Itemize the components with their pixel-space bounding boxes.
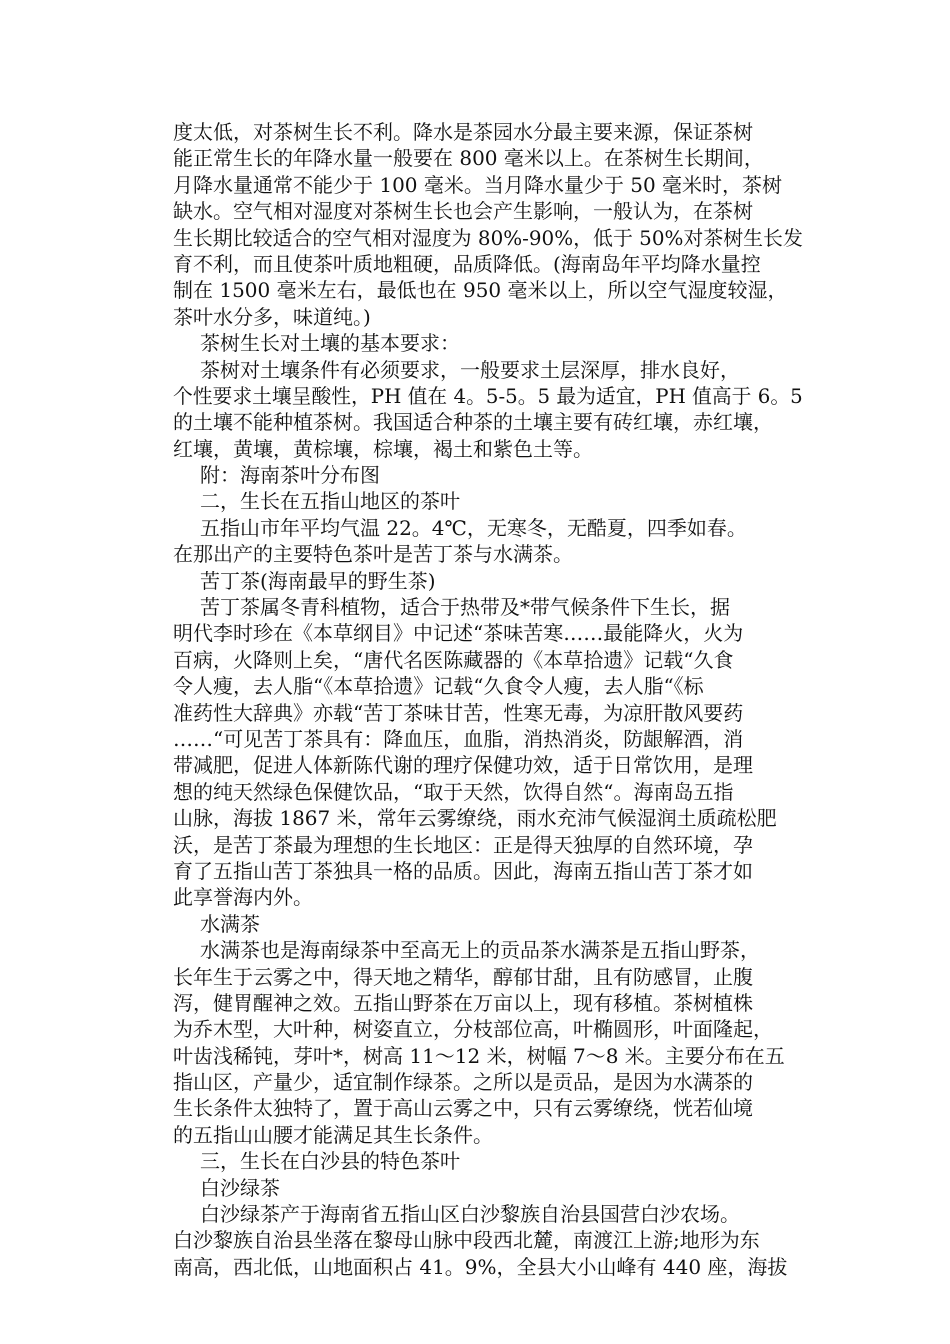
text-line: 红壤，黄壤，黄棕壤，棕壤，褐土和紫色土等。 — [173, 436, 593, 461]
text-line: 生长期比较适合的空气相对湿度为 80%-90%，低于 50%对茶树生长发 — [173, 225, 803, 250]
text-line: 山脉，海拔 1867 米，常年云雾缭绕，雨水充沛气候湿润土质疏松肥 — [173, 806, 777, 831]
text-line: 茶叶水分多，味道纯。) — [173, 304, 371, 329]
text-line: 白沙绿茶 — [200, 1175, 280, 1200]
text-line: 能正常生长的年降水量一般要在 800 毫米以上。在茶树生长期间， — [173, 146, 764, 171]
text-line: 白沙黎族自治县坐落在黎母山脉中段西北麓，南渡江上游;地形为东 — [173, 1228, 760, 1253]
text-line: 此享誉海内外。 — [173, 885, 313, 910]
text-line: 百病，火降则上矣，“唐代名医陈藏器的《本草拾遗》记载“久食 — [173, 647, 734, 672]
text-line: 附：海南茶叶分布图 — [200, 463, 380, 488]
text-line: 明代李时珍在《本草纲目》中记述“茶味苦寒……最能降火，火为 — [173, 621, 744, 646]
text-line: 准药性大辞典》亦载“苦丁茶味甘苦，性寒无毒，为凉肝散风要药 — [173, 700, 744, 725]
text-line: 水满茶 — [200, 911, 260, 936]
text-line: 月降水量通常不能少于 100 毫米。当月降水量少于 50 毫米时，茶树 — [173, 172, 783, 197]
text-line: 指山区，产量少，适宜制作绿茶。之所以是贡品，是因为水满茶的 — [173, 1070, 753, 1095]
text-line: ……“可见苦丁茶具有：降血压，血脂，消热消炎，防龈解酒，消 — [173, 726, 744, 751]
text-line: 五指山市年平均气温 22。4℃，无寒冬，无酷夏，四季如春。 — [200, 515, 747, 540]
text-line: 在那出产的主要特色茶叶是苦丁茶与水满茶。 — [173, 542, 573, 567]
text-line: 白沙绿茶产于海南省五指山区白沙黎族自治县国营白沙农场。 — [200, 1202, 740, 1227]
text-line: 长年生于云雾之中，得天地之精华，醇郁甘甜，且有防感冒，止腹 — [173, 964, 753, 989]
text-line: 生长条件太独特了，置于高山云雾之中，只有云雾缭绕，恍若仙境 — [173, 1096, 753, 1121]
text-line: 水满茶也是海南绿茶中至高无上的贡品茶水满茶是五指山野茶， — [200, 938, 760, 963]
text-line: 苦丁茶(海南最早的野生茶) — [200, 568, 436, 593]
text-line: 的土壤不能种植茶树。我国适合种茶的土壤主要有砖红壤，赤红壤， — [173, 410, 773, 435]
text-line: 茶树生长对土壤的基本要求： — [200, 331, 460, 356]
text-line: 个性要求土壤呈酸性，PH 值在 4。5-5。5 最为适宜，PH 值高于 6。5 — [173, 383, 803, 408]
text-line: 茶树对土壤条件有必须要求，一般要求土层深厚，排水良好， — [200, 357, 740, 382]
text-line: 缺水。空气相对湿度对茶树生长也会产生影响，一般认为，在茶树 — [173, 199, 753, 224]
text-line: 令人瘦，去人脂“《本草拾遗》记载“久食令人瘦，去人脂“《标 — [173, 674, 704, 699]
text-line: 南高，西北低，山地面积占 41。9%，全县大小山峰有 440 座，海拔 — [173, 1254, 788, 1279]
text-line: 育了五指山苦丁茶独具一格的品质。因此，海南五指山苦丁茶才如 — [173, 858, 753, 883]
text-line: 度太低，对茶树生长不利。降水是茶园水分最主要来源，保证茶树 — [173, 120, 753, 144]
document-body — [173, 119, 803, 1280]
text-line: 制在 1500 毫米左右，最低也在 950 毫米以上，所以空气湿度较湿， — [173, 278, 788, 303]
text-line: 三，生长在白沙县的特色茶叶 — [200, 1149, 460, 1174]
text-line: 为乔木型，大叶种，树姿直立，分枝部位高，叶椭圆形，叶面隆起， — [173, 1017, 773, 1042]
text-line: 二，生长在五指山地区的茶叶 — [200, 489, 460, 514]
text-line: 育不利，而且使茶叶质地粗硬，品质降低。(海南岛年平均降水量控 — [173, 251, 761, 276]
text-line: 泻，健胃醒神之效。五指山野茶在万亩以上，现有移植。茶树植株 — [173, 990, 753, 1015]
text-line: 叶齿浅稀钝，芽叶*，树高 11～12 米，树幅 7～8 米。主要分布在五 — [173, 1043, 785, 1068]
text-line: 沃，是苦丁茶最为理想的生长地区：正是得天独厚的自然环境，孕 — [173, 832, 753, 857]
text-line: 苦丁茶属冬青科植物，适合于热带及*带气候条件下生长，据 — [200, 595, 730, 620]
text-line: 想的纯天然绿色保健饮品，“取于天然，饮得自然“。海南岛五指 — [173, 779, 734, 804]
text-line: 带减肥，促进人体新陈代谢的理疗保健功效，适于日常饮用，是理 — [173, 753, 753, 778]
text-line: 的五指山山腰才能满足其生长条件。 — [173, 1122, 493, 1147]
